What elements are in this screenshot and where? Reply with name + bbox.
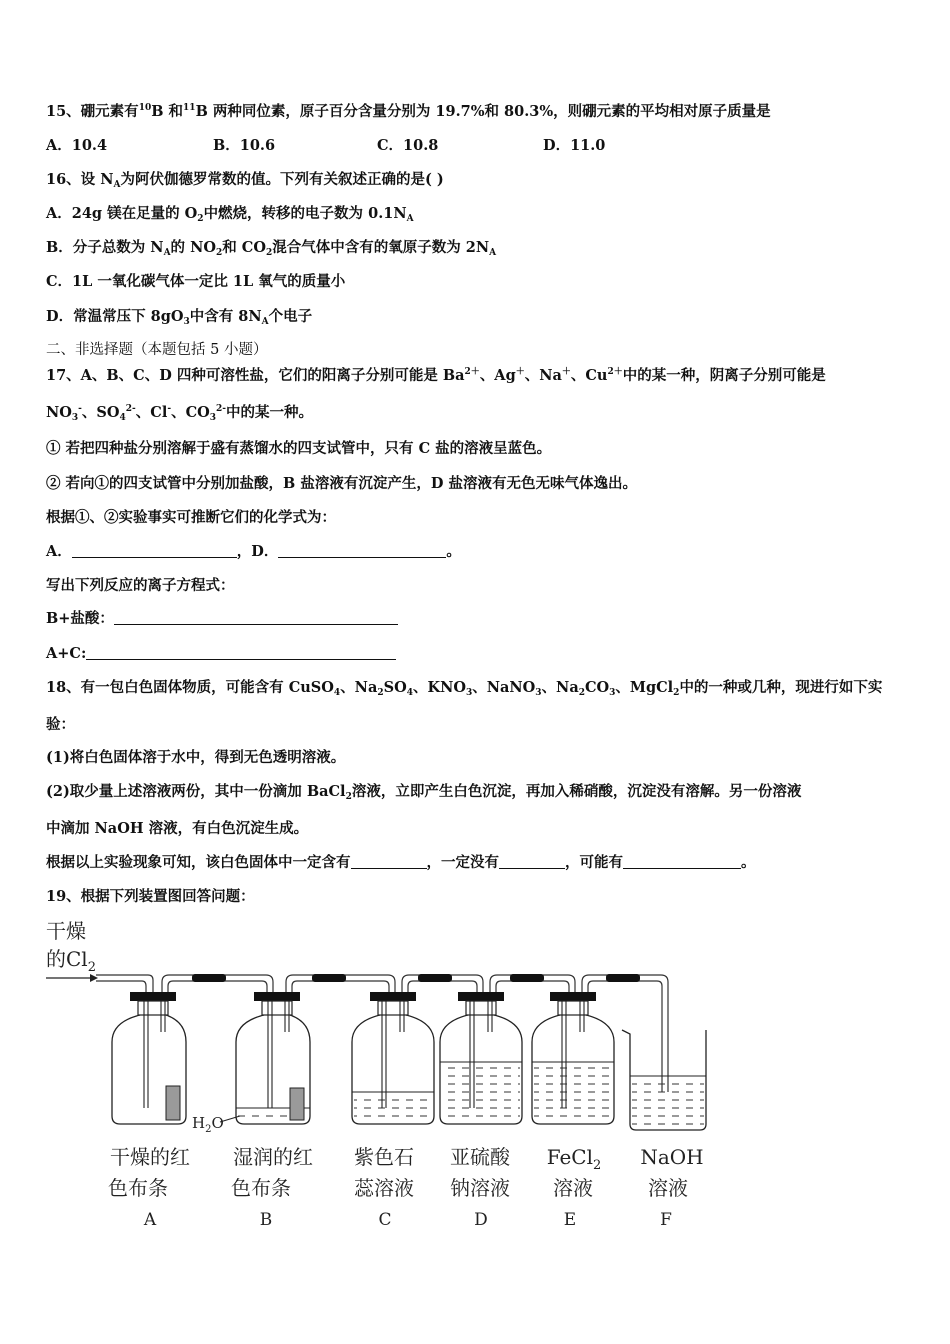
bottle-b — [236, 992, 310, 1124]
q16-option-a: A．24g 镁在足量的 $O_2$中燃烧，转移的电子数为 $0.1N_A$ — [46, 205, 414, 224]
q17-b-hcl: B+盐酸： — [46, 609, 398, 629]
q17-condition-1: ① 若把四种盐分别溶解于盛有蒸馏水的四支试管中，只有 C 盐的溶液呈蓝色。 — [46, 440, 552, 457]
input-label-line2: 的$Cl_2$ — [46, 947, 96, 975]
q15-stem: 15、硼元素有$^{10}$B 和$^{11}$B 两种同位素，原子百分含量分别为 19.7%和 80.3%，则硼元素的平均相对原子质量是 — [46, 103, 771, 120]
q15-option-c: C．10.8 — [377, 137, 439, 154]
answer-blank-must-contain[interactable] — [351, 854, 427, 869]
q17-answer-formulas: A． ，D． 。 — [46, 543, 461, 560]
h2o-label: $H_2O$ — [192, 1114, 224, 1135]
q18-stem-line1: 18、有一包白色固体物质，可能含有 CuSO$_4$、$Na_2SO_4$、$KNO_3$、NaNO$_3$、$Na_2CO_3$、MgCl$_2$中的一种或几种，现进行如下实 — [46, 679, 883, 698]
answer-blank-b-hcl[interactable] — [114, 610, 398, 625]
label-c-line2: 蕊溶液 — [354, 1176, 414, 1200]
label-c-tag: C — [378, 1210, 392, 1230]
label-d-line2: 钠溶液 — [450, 1176, 510, 1200]
q16-option-c: C．1L 一氧化碳气体一定比 1L 氧气的质量小 — [46, 273, 346, 290]
q18-step-2-cont: 中滴加 NaOH 溶液，有白色沉淀生成。 — [46, 820, 309, 837]
answer-blank-must-not[interactable] — [499, 854, 565, 869]
beaker-f — [622, 1030, 706, 1130]
q17-stem-line2: $NO_3^-$、$SO_4^{2-}$、Cl-、$CO_3^{2-}$中的某一种。 — [46, 404, 314, 423]
label-f-tag: F — [660, 1210, 672, 1230]
q15-options — [46, 136, 906, 156]
bottle-labels — [108, 1145, 704, 1230]
answer-blank-a[interactable] — [72, 543, 237, 558]
answer-blank-a-c[interactable] — [86, 645, 396, 660]
label-c-line1: 紫色石 — [354, 1145, 414, 1169]
label-b-line1: 湿润的红 — [233, 1145, 313, 1169]
label-a-line2: 色布条 — [108, 1176, 168, 1200]
q18-step-1: (1)将白色固体溶于水中，得到无色透明溶液。 — [46, 749, 346, 766]
q16-stem: 16、设 $N_A$为阿伏伽德罗常数的值。下列有关叙述正确的是( ) — [46, 171, 444, 190]
q17-stem-line1: 17、A、B、C、D 四种可溶性盐，它们的阳离子分别可能是 $Ba^{2+}$、Ag＋、Na＋、$Cu^{2+}$中的某一种，阴离子分别可能是 — [46, 367, 826, 384]
label-e-line2: 溶液 — [553, 1176, 593, 1200]
q17-a-c: A+C: — [46, 644, 396, 664]
label-a-tag: A — [143, 1210, 157, 1230]
q18-conclusion: 根据以上实验现象可知，该白色固体中一定含有 ，一定没有 ，可能有 。 — [46, 854, 756, 871]
label-e-line1: FeCl$_2$ — [546, 1145, 602, 1173]
q18-stem-line2: 验： — [46, 716, 75, 733]
apparatus-figure — [40, 912, 740, 1232]
q16-option-b: B．分子总数为 $N_A$的 $NO_2$和 $CO_2$混合气体中含有的氧原子数为 $2N_A$ — [46, 239, 497, 258]
q15-option-d: D．11.0 — [543, 137, 606, 154]
q16-option-d: D．常温常压下 $8gO_3$中含有 $8N_A$个电子 — [46, 308, 313, 327]
label-e-tag: E — [563, 1210, 577, 1230]
input-arrow — [46, 974, 98, 982]
label-f-line2: 溶液 — [648, 1176, 688, 1200]
q19-stem: 19、根据下列装置图回答问题： — [46, 888, 255, 905]
q18-step-2: (2)取少量上述溶液两份，其中一份滴加 BaCl$_2$溶液，立即产生白色沉淀，再加入稀硝酸，沉淀没有溶解。另一份溶液 — [46, 783, 802, 802]
input-label-line1: 干燥 — [46, 919, 86, 943]
bottle-d — [440, 992, 522, 1124]
label-b-line2: 色布条 — [231, 1176, 291, 1200]
answer-blank-d[interactable] — [278, 543, 446, 558]
label-b-tag: B — [259, 1210, 273, 1230]
q17-condition-2: ② 若向①的四支试管中分别加盐酸，B 盐溶液有沉淀产生，D 盐溶液有无色无味气体逸出。 — [46, 475, 637, 492]
bottle-c — [352, 992, 434, 1124]
label-d-line1: 亚硫酸 — [450, 1145, 510, 1169]
bottle-e — [532, 992, 614, 1124]
label-f-line1: NaOH — [640, 1145, 704, 1169]
q17-prompt: 根据①、②实验事实可推断它们的化学式为： — [46, 509, 336, 526]
section-heading: 二、非选择题（本题包括 5 小题） — [46, 342, 268, 358]
label-a-line1: 干燥的红 — [110, 1145, 190, 1169]
q17-prompt-ionic: 写出下列反应的离子方程式： — [46, 577, 235, 594]
answer-blank-may-contain[interactable] — [623, 854, 741, 869]
label-d-tag: D — [474, 1210, 488, 1230]
q15-option-b: B．10.6 — [213, 137, 276, 154]
q15-option-a: A．10.4 — [46, 137, 108, 154]
bottle-a — [112, 992, 186, 1124]
